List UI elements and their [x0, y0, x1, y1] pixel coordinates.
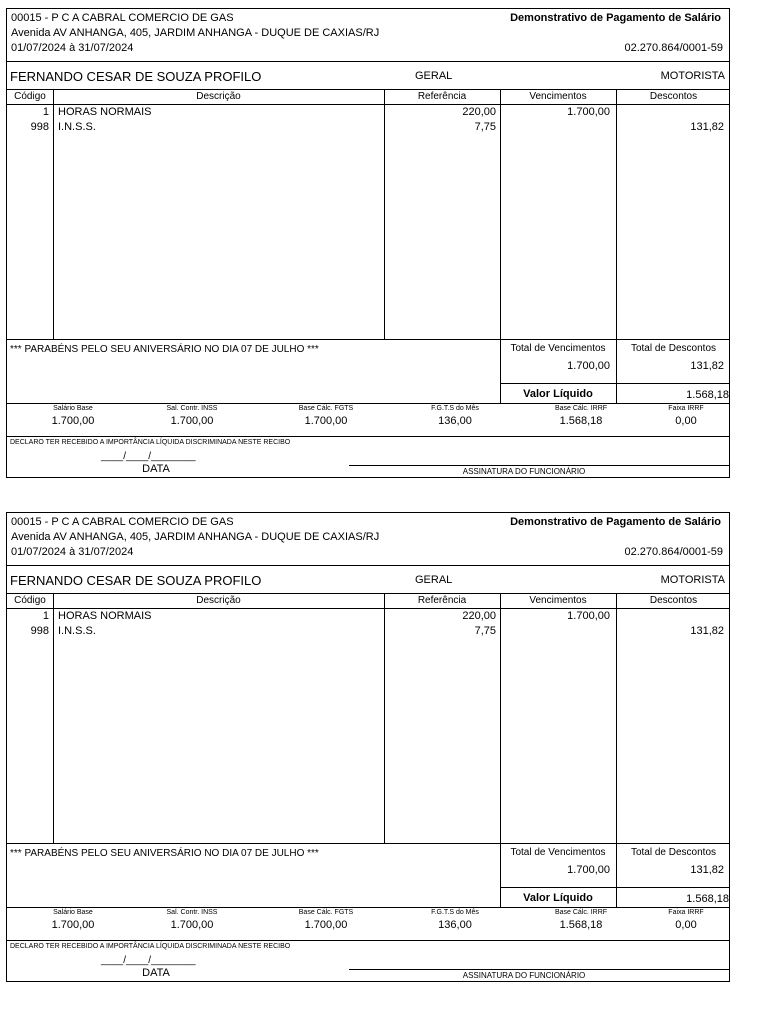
- total-deductions-label: Total de Descontos: [630, 343, 717, 354]
- department: GERAL: [415, 574, 453, 586]
- col-header-earnings: Vencimentos: [529, 91, 587, 102]
- col-header-code: Código: [14, 91, 46, 102]
- row-code: 998: [30, 121, 49, 133]
- base-value: 136,00: [438, 415, 472, 427]
- declaration-text: DECLARO TER RECEBIDO A IMPORTÂNCIA LÍQUIDA DISCRIMINADA NESTE RECIBO: [10, 943, 291, 950]
- base-value: 1.700,00: [170, 919, 214, 931]
- date-label: DATA: [142, 967, 170, 979]
- base-label: Faixa IRRF: [668, 909, 704, 916]
- total-deductions: 131,82: [690, 360, 724, 372]
- total-deductions: 131,82: [690, 864, 724, 876]
- company-name: 00015 - P C A CABRAL COMERCIO DE GAS: [11, 516, 234, 528]
- col-header-deductions: Descontos: [649, 595, 698, 606]
- base-value: 0,00: [675, 919, 697, 931]
- birthday-message: *** PARABÉNS PELO SEU ANIVERSÁRIO NO DIA 07 DE JULHO ***: [10, 848, 319, 859]
- document-title: Demonstrativo de Pagamento de Salário: [510, 516, 721, 528]
- date-blank: ____/____/________: [101, 955, 196, 966]
- base-value: 1.568,18: [559, 415, 603, 427]
- base-value: 136,00: [438, 919, 472, 931]
- row-description: I.N.S.S.: [58, 121, 96, 133]
- base-label: Base Cálc. FGTS: [298, 405, 354, 412]
- pay-period: 01/07/2024 à 31/07/2024: [11, 42, 134, 54]
- col-header-code: Código: [14, 595, 46, 606]
- net-pay-label: Valor Líquido: [523, 388, 593, 400]
- base-label: Base Cálc. IRRF: [554, 405, 608, 412]
- col-header-reference: Referência: [417, 595, 467, 606]
- birthday-message: *** PARABÉNS PELO SEU ANIVERSÁRIO NO DIA 07 DE JULHO ***: [10, 344, 319, 355]
- row-deductions: 131,82: [690, 625, 724, 637]
- net-pay-label: Valor Líquido: [523, 892, 593, 904]
- row-deductions: 131,82: [690, 121, 724, 133]
- row-description: HORAS NORMAIS: [58, 610, 152, 622]
- base-label: F.G.T.S do Mês: [431, 909, 479, 916]
- company-address: Avenida AV ANHANGA, 405, JARDIM ANHANGA - DUQUE DE CAXIAS/RJ: [11, 27, 380, 39]
- base-value: 1.700,00: [51, 919, 95, 931]
- declaration-text: DECLARO TER RECEBIDO A IMPORTÂNCIA LÍQUIDA DISCRIMINADA NESTE RECIBO: [10, 439, 291, 446]
- base-label: Faixa IRRF: [668, 405, 704, 412]
- signature-label: ASSINATURA DO FUNCIONÁRIO: [462, 467, 586, 476]
- base-label: F.G.T.S do Mês: [431, 405, 479, 412]
- row-earnings: 1.700,00: [567, 610, 610, 622]
- company-address: Avenida AV ANHANGA, 405, JARDIM ANHANGA - DUQUE DE CAXIAS/RJ: [11, 531, 380, 543]
- row-code: 998: [30, 625, 49, 637]
- total-deductions-label: Total de Descontos: [630, 847, 717, 858]
- base-label: Base Cálc. FGTS: [298, 909, 354, 916]
- row-code: 1: [42, 106, 49, 118]
- col-header-reference: Referência: [417, 91, 467, 102]
- base-value: 1.700,00: [304, 919, 348, 931]
- row-code: 1: [42, 610, 49, 622]
- date-label: DATA: [142, 463, 170, 475]
- total-earnings-label: Total de Vencimentos: [510, 343, 606, 354]
- total-earnings: 1.700,00: [567, 360, 610, 372]
- base-value: 1.700,00: [304, 415, 348, 427]
- row-reference: 220,00: [462, 610, 496, 622]
- col-header-earnings: Vencimentos: [529, 595, 587, 606]
- total-earnings: 1.700,00: [567, 864, 610, 876]
- col-header-description: Descrição: [196, 595, 241, 606]
- base-label: Sal. Contr. INSS: [166, 909, 218, 916]
- row-reference: 7,75: [474, 121, 496, 133]
- employee-name: FERNANDO CESAR DE SOUZA PROFILO: [10, 573, 262, 588]
- pay-period: 01/07/2024 à 31/07/2024: [11, 546, 134, 558]
- row-description: HORAS NORMAIS: [58, 106, 152, 118]
- col-header-deductions: Descontos: [649, 91, 698, 102]
- base-label: Sal. Contr. INSS: [166, 405, 218, 412]
- document-title: Demonstrativo de Pagamento de Salário: [510, 12, 721, 24]
- signature-label: ASSINATURA DO FUNCIONÁRIO: [462, 971, 586, 980]
- payslip: [6, 8, 730, 478]
- employee-name: FERNANDO CESAR DE SOUZA PROFILO: [10, 69, 262, 84]
- net-pay-value: 1.568,18: [686, 893, 729, 905]
- job-title: MOTORISTA: [660, 70, 725, 82]
- net-pay-value: 1.568,18: [686, 389, 729, 401]
- row-description: I.N.S.S.: [58, 625, 96, 637]
- base-label: Salário Base: [53, 909, 93, 916]
- payslip: [6, 512, 730, 982]
- base-value: 0,00: [675, 415, 697, 427]
- row-reference: 220,00: [462, 106, 496, 118]
- col-header-description: Descrição: [196, 91, 241, 102]
- job-title: MOTORISTA: [660, 574, 725, 586]
- total-earnings-label: Total de Vencimentos: [510, 847, 606, 858]
- base-value: 1.700,00: [51, 415, 95, 427]
- cnpj: 02.270.864/0001-59: [624, 42, 723, 54]
- base-label: Salário Base: [53, 405, 93, 412]
- base-value: 1.568,18: [559, 919, 603, 931]
- cnpj: 02.270.864/0001-59: [624, 546, 723, 558]
- department: GERAL: [415, 70, 453, 82]
- company-name: 00015 - P C A CABRAL COMERCIO DE GAS: [11, 12, 234, 24]
- date-blank: ____/____/________: [101, 451, 196, 462]
- base-label: Base Cálc. IRRF: [554, 909, 608, 916]
- base-value: 1.700,00: [170, 415, 214, 427]
- row-earnings: 1.700,00: [567, 106, 610, 118]
- row-reference: 7,75: [474, 625, 496, 637]
